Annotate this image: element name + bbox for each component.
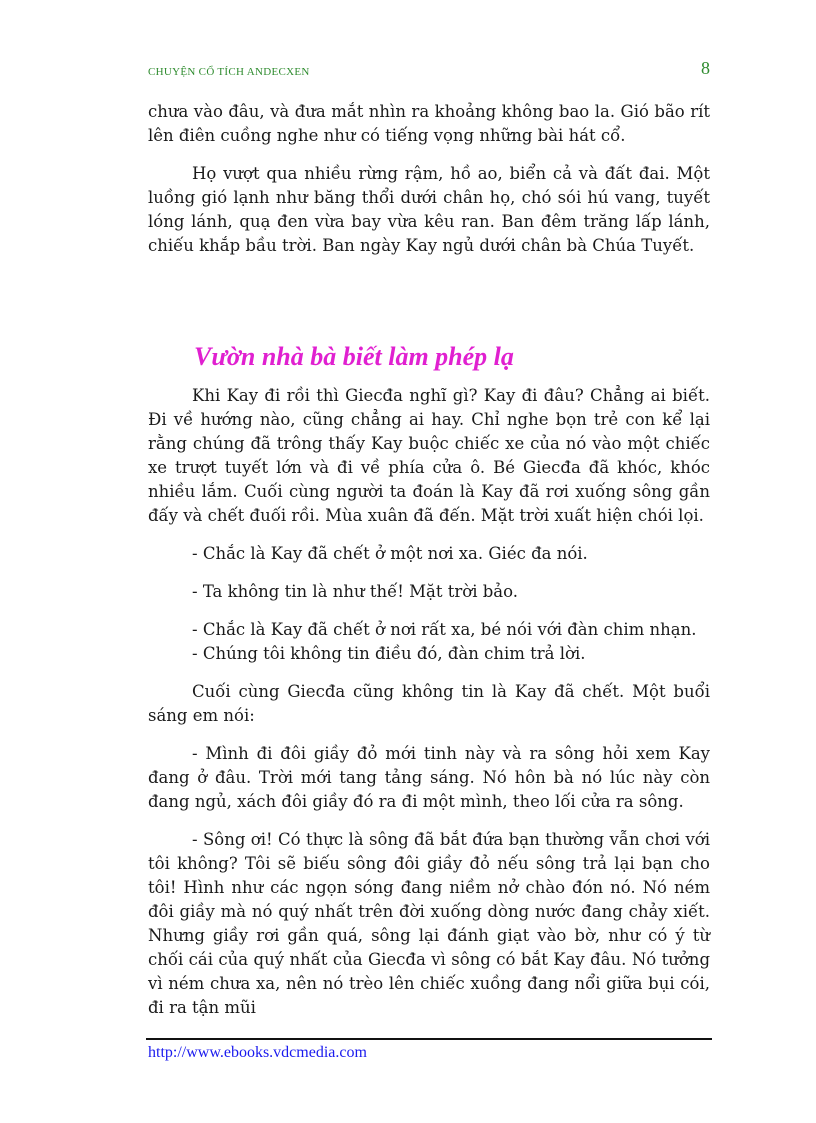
page-number: 8	[701, 58, 710, 78]
paragraph-journey: Họ vượt qua nhiều rừng rậm, hồ ao, biển cả và đất đai. Một luồng gió lạnh như băng thổi dưới chân họ, chó sói hú vang, tuyết lóng lánh, quạ đen vừa bay vừa kêu ran. Ban đêm trăng lấp lánh, chiếu khắp bầu trời. Ban ngày Kay ngủ dưới chân bà Chúa Tuyết.	[148, 164, 710, 255]
page-content	[148, 100, 710, 1020]
section-heading: Vườn nhà bà biết làm phép lạ	[194, 342, 514, 371]
paragraph-section-intro: Khi Kay đi rồi thì Giecđa nghĩ gì? Kay đi đâu? Chẳng ai biết. Đi về hướng nào, cũng chẳng ai hay. Chỉ nghe bọn trẻ con kể lại rằng chúng đã trông thấy Kay buộc chiếc xe của nó vào một chiếc xe trượt tuyết lớn và đi về phía cửa ô. Bé Giecđa đã khóc, khóc nhiều lắm. Cuối cùng người ta đoán là Kay đã rơi xuống sông gần đấy và chết đuối rồi. Mùa xuân đã đến. Mặt trời xuất hiện chói lọi.	[148, 386, 710, 525]
paragraph-red-shoes: - Mình đi đôi giầy đỏ mới tinh này và ra sông hỏi xem Kay đang ở đâu. Trời mới tang tảng sáng. Nó hôn bà nó lúc này còn đang ngủ, xách đôi giầy đó ra đi một mình, theo lối cửa ra sông.	[148, 744, 710, 811]
dialogue-line-4: - Chúng tôi không tin điều đó, đàn chim trả lời.	[192, 644, 586, 663]
footer-website-link[interactable]: http://www.ebooks.vdcmedia.com	[148, 1044, 367, 1061]
dialogue-line-1: - Chắc là Kay đã chết ở một nơi xa. Giéc đa nói.	[192, 544, 588, 563]
running-header-title: CHUYỆN CỔ TÍCH ANDECXEN	[148, 66, 310, 78]
paragraph-continuation: chưa vào đâu, và đưa mắt nhìn ra khoảng không bao la. Gió bão rít lên điên cuồng nghe như có tiếng vọng những bài hát cổ.	[148, 102, 710, 145]
dialogue-line-3: - Chắc là Kay đã chết ở nơi rất xa, bé nói với đàn chim nhạn.	[192, 620, 697, 639]
paragraph-river: - Sông ơi! Có thực là sông đã bắt đứa bạn thường vẫn chơi với tôi không? Tôi sẽ biếu sông đôi giầy đỏ nếu sông trả lại bạn cho tôi! Hình như các ngọn sóng đang niềm nở chào đón nó. Nó ném đôi giầy mà nó quý nhất trên đời xuống dòng nước đang chảy xiết. Nhưng giầy rơi gần quá, sông lại đánh giạt vào bờ, như có ý từ chối cái của quý nhất của Giecđa vì sông có bắt Kay đâu. Nó tưởng vì ném chưa xa, nên nó trèo lên chiếc xuồng đang nổi giữa bụi cói, đi ra tận mũi	[148, 830, 710, 1017]
footer-divider	[146, 1038, 712, 1040]
paragraph-morning: Cuối cùng Giecđa cũng không tin là Kay đã chết. Một buổi sáng em nói:	[148, 682, 710, 725]
dialogue-line-2: - Ta không tin là như thế! Mặt trời bảo.	[192, 582, 519, 601]
